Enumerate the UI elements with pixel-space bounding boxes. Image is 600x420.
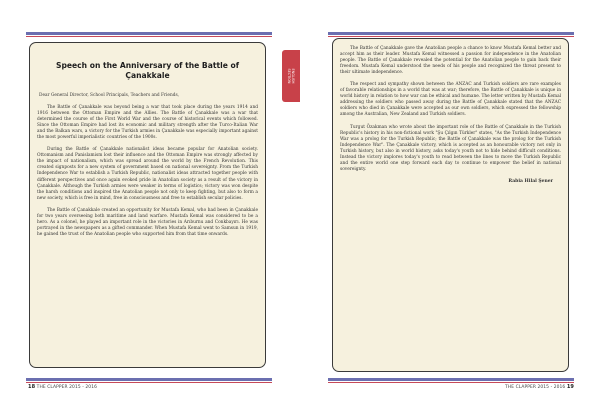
speech-frame (29, 42, 266, 368)
magazine-name: THE CLAPPER 2015 - 2016 (36, 385, 97, 390)
page-number: 19 (566, 384, 574, 390)
salutation: Dear General Director, School Principals, Teachers and Friends, (39, 93, 180, 98)
top-rule (26, 32, 272, 35)
bottom-rule (26, 378, 272, 381)
top-rule (328, 32, 574, 35)
bottom-rule (328, 378, 574, 381)
section-tab (282, 50, 300, 102)
paragraph: The Battle of Çanakkale was beyond being a war that took place during the years 1914 and 1916 between the Ottoman Empire and the Allies. The Battle of Çanakkale was a war that determined the course of the First World War and the course of historical events which followed. Since the Ottoman Empire had lost its economic and military strength after the Turco-Italian War and the Balkan wars, a victory for the Turkish armies in Çanakkale was especially important against the most powerful imperialistic countries of the 1900s. (37, 105, 258, 141)
magazine-name: THE CLAPPER 2015 - 2016 (505, 385, 566, 390)
page-footer-right (505, 384, 574, 390)
speech-frame (332, 38, 569, 372)
paragraph: The respect and sympathy shown between the ANZAC and Turkish soldiers are rare examples of favorable relationships in a world that was at war; therefore, the Battle of Çanakkale is unique in world history in relation to how war can be ethical and humane. The letter written by Mustafa Kemal addressing the soldiers who passed away during the Battle of Çanakkale stated that the ANZAC soldiers who died in Çanakkale were accepted as our own soldiers, which expressed the fellowship among the Australian, New Zealand and Turkish soldiers. (340, 82, 561, 118)
speech-title: Speech on the Anniversary of the Battle of Çanakkale (55, 61, 240, 80)
section-tab-label: ENGLISH SECTION (287, 68, 295, 84)
paragraph: The Battle of Çanakkale created an opportunity for Mustafa Kemal, who had been in Çanakkale for two years overseeing both maritime and land warfare. Mustafa Kemal was considered to be a hero. As a colonel, he played an important role in the victories in Arıburnu and Conkbayırı. He was portrayed in the newspapers as a gifted commander. When Mustafa Kemal went to Samsun in 1919, he gained the trust of the Anatolian people who supported him from that time onwards. (37, 207, 258, 237)
paragraph: During the Battle of Çanakkale nationalist ideas became popular for Anatolian society. Ottomanism and Panislamism lost their influence and the Ottoman Empire was strongly affected by the impact of nationalism, which was spread around the world by the French Revolution. This created signposts for a new system of government based on national sovereignty. From the Turkish Independence War to establish a Turkish Republic, nationalist ideas attracted together people with different perspectives and once again evoked pride in Anatolian society as a result of the victory in Çanakkale. Although the Turkish armies were weaker in terms of logistics; victory was won despite the harsh conditions and inspired the Anatolian people not only to keep fighting, but also to form a new society, which is free in mind, free in consciousness and free to establish secular policies. (37, 147, 258, 201)
right-page (300, 0, 600, 420)
author-signature: Rabia Hilal Şener (508, 178, 553, 184)
paragraph: Turgut Özakman who wrote about the important role of the Battle of Çanakkale in the Turkish Republic's history in his non-fictional work "Şu Çılgın Türkler" states, "As the Turkish Independence War was a prolog for the Turkish Republic; the Battle of Çanakkale was the prolog for the Turkish Independence War". The Çanakkale victory, which is accepted as an honourable victory not only in Turkish history, but also in world history, asks today's youth not to hide behind difficult conditions. Instead the victory implores today's youth to read between the lines to move the Turkish Republic and the entire world one step forward each day to continue to empower the belief in national sovereignty. (340, 124, 561, 172)
paragraph: The Battle of Çanakkale gave the Anatolian people a chance to know Mustafa Kemal better and accept him as their leader. Mustafa Kemal witnessed a passion for independence in the Anatolian people. The Battle of Çanakkale revealed the potential for the Anatolian people to gain back their freedom. Mustafa Kemal understood the needs of his people and recognized the threat present to their ultimate independence. (340, 46, 561, 76)
page-footer-left (28, 384, 97, 390)
page-number: 18 (28, 384, 36, 390)
